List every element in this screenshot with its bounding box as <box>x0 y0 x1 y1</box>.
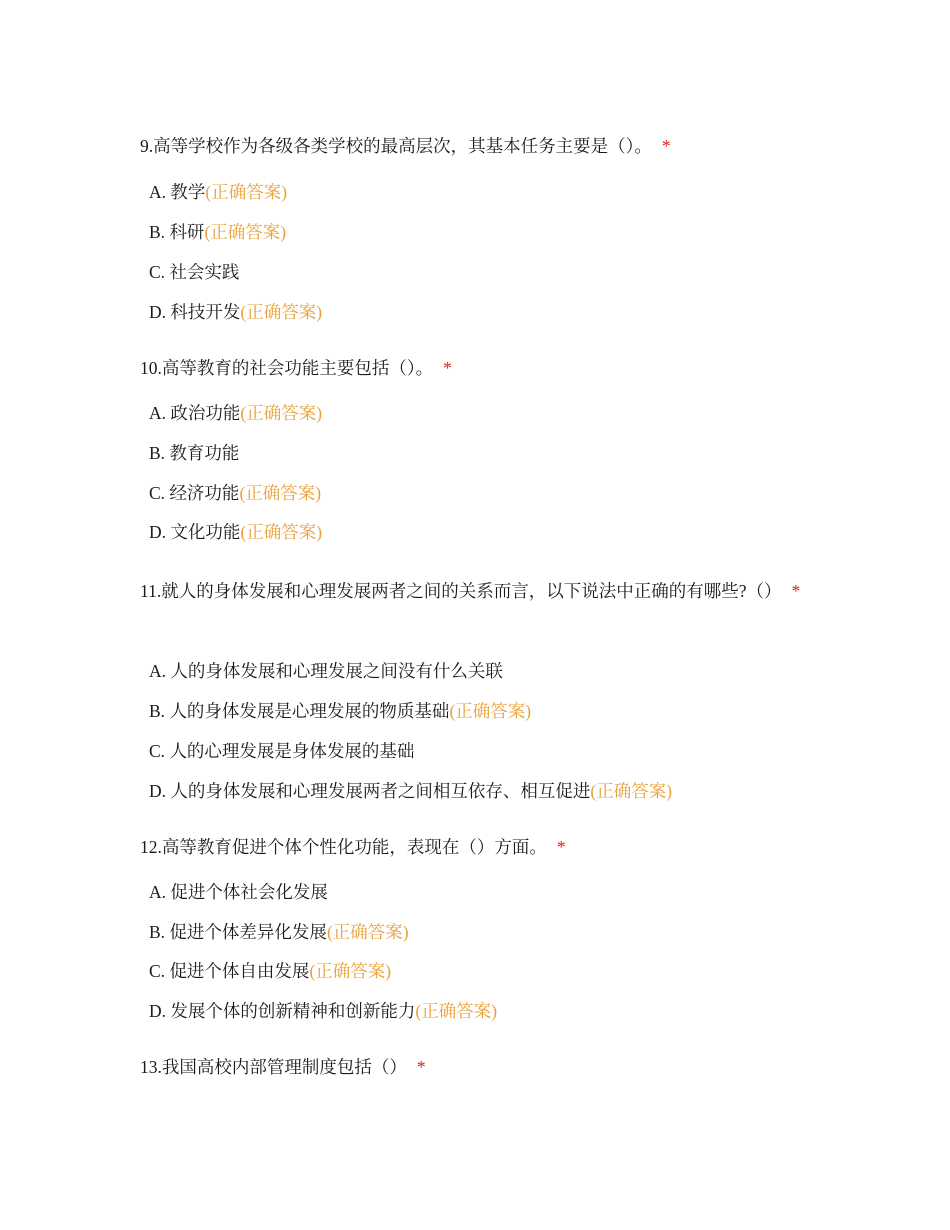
option-text: 经济功能 <box>169 483 240 503</box>
question-number: 9. <box>140 136 154 156</box>
correct-answer-label: (正确答案) <box>415 1001 498 1021</box>
question-12-option-b <box>149 920 409 944</box>
question-10-option-d <box>149 520 322 544</box>
option-letter: B. <box>149 701 166 721</box>
option-text: 人的身体发展和心理发展之间没有什么关联 <box>170 661 503 681</box>
correct-answer-label: (正确答案) <box>240 522 323 542</box>
option-text: 科技开发 <box>170 302 241 322</box>
question-number: 13. <box>140 1057 162 1077</box>
required-mark: * <box>791 581 801 601</box>
correct-answer-label: (正确答案) <box>590 781 673 801</box>
question-number: 11. <box>140 581 162 601</box>
question-11-title <box>140 572 815 610</box>
question-12-option-a <box>149 880 328 904</box>
question-11-option-a <box>149 659 503 683</box>
correct-answer-label: (正确答案) <box>309 961 392 981</box>
question-12-option-c <box>149 959 391 983</box>
option-text: 促进个体自由发展 <box>169 961 310 981</box>
required-mark: * <box>443 358 452 378</box>
option-letter: D. <box>149 302 167 322</box>
option-text: 科研 <box>169 222 205 242</box>
correct-answer-label: (正确答案) <box>204 222 287 242</box>
question-text: 高等教育促进个体个性化功能，表现在（）方面。 <box>161 837 547 857</box>
correct-answer-label: (正确答案) <box>205 182 288 202</box>
option-text: 教育功能 <box>169 443 240 463</box>
option-letter: B. <box>149 922 166 942</box>
question-12-title <box>140 831 820 863</box>
option-text: 人的身体发展和心理发展两者之间相互依存、相互促进 <box>170 781 591 801</box>
question-10-title <box>140 352 820 384</box>
option-text: 社会实践 <box>169 262 240 282</box>
option-letter: A. <box>149 182 167 202</box>
question-11-option-d <box>149 779 672 803</box>
option-text: 发展个体的创新精神和创新能力 <box>170 1001 416 1021</box>
question-10-option-a <box>149 401 322 425</box>
question-number: 10. <box>140 358 162 378</box>
correct-answer-label: (正确答案) <box>240 302 323 322</box>
question-12-option-d <box>149 999 497 1023</box>
question-text: 我国高校内部管理制度包括（） <box>161 1057 407 1077</box>
option-letter: C. <box>149 961 166 981</box>
correct-answer-label: (正确答案) <box>449 701 532 721</box>
question-text: 高等学校作为各级各类学校的最高层次，其基本任务主要是（）。 <box>153 136 652 156</box>
option-letter: A. <box>149 403 167 423</box>
option-text: 教学 <box>170 182 206 202</box>
question-9-option-d <box>149 300 322 324</box>
question-9-option-b <box>149 220 286 244</box>
option-text: 文化功能 <box>170 522 241 542</box>
required-mark: * <box>556 837 566 857</box>
question-number: 12. <box>140 837 162 857</box>
option-letter: C. <box>149 741 166 761</box>
question-13-title <box>140 1051 820 1083</box>
option-text: 政治功能 <box>170 403 241 423</box>
option-letter: C. <box>149 262 166 282</box>
required-mark: * <box>661 136 671 156</box>
question-10-option-b <box>149 441 239 465</box>
correct-answer-label: (正确答案) <box>239 483 322 503</box>
option-letter: D. <box>149 781 167 801</box>
option-text: 人的心理发展是身体发展的基础 <box>169 741 415 761</box>
question-11-option-b <box>149 699 531 723</box>
required-mark: * <box>416 1057 426 1077</box>
option-letter: A. <box>149 661 167 681</box>
question-text: 就人的身体发展和心理发展两者之间的关系而言，以下说法中正确的有哪些?（） <box>161 581 782 601</box>
option-letter: A. <box>149 882 167 902</box>
question-9-option-a <box>149 180 287 204</box>
question-10-option-c <box>149 481 321 505</box>
option-text: 促进个体差异化发展 <box>169 922 327 942</box>
option-letter: D. <box>149 1001 167 1021</box>
option-letter: B. <box>149 443 166 463</box>
correct-answer-label: (正确答案) <box>326 922 409 942</box>
question-11-option-c <box>149 739 414 763</box>
option-letter: C. <box>149 483 166 503</box>
question-text: 高等教育的社会功能主要包括（）。 <box>161 358 434 378</box>
option-text: 人的身体发展是心理发展的物质基础 <box>169 701 450 721</box>
correct-answer-label: (正确答案) <box>240 403 323 423</box>
option-letter: D. <box>149 522 167 542</box>
question-9-option-c <box>149 260 239 284</box>
option-letter: B. <box>149 222 166 242</box>
question-9-title <box>140 130 820 162</box>
option-text: 促进个体社会化发展 <box>170 882 328 902</box>
